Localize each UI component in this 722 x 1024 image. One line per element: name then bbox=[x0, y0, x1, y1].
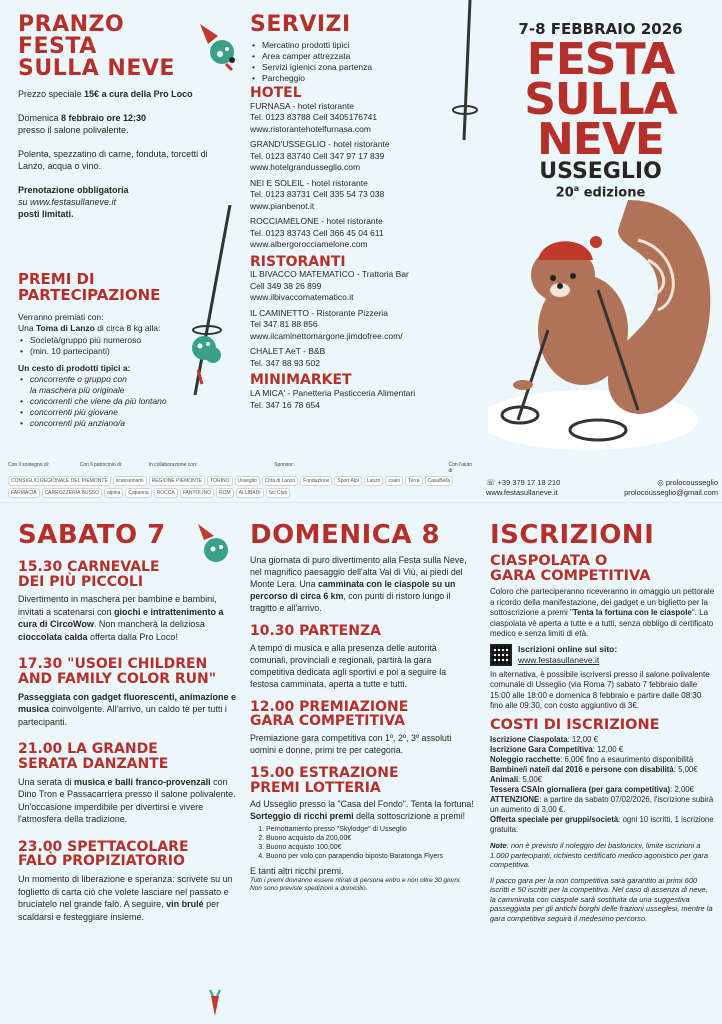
festa-title-line: SULLA bbox=[524, 74, 677, 125]
snowman-icon bbox=[186, 330, 222, 390]
premi-cesto: Un cesto di prodotti tipici a: bbox=[18, 362, 131, 373]
list-item: • concorrente o gruppo con bbox=[18, 374, 218, 385]
sabato-section bbox=[18, 522, 243, 923]
pranzo-title-line: PRANZO bbox=[18, 12, 125, 37]
iscrizioni-subtitle: CIASPOLATA O GARA COMPETITIVA bbox=[490, 553, 651, 585]
sponsor-logo: REGIONE PIEMONTE bbox=[149, 476, 206, 486]
sponsor-logos bbox=[8, 476, 478, 498]
sponsor-logo: CARROZZERIA BUSSO bbox=[42, 488, 102, 498]
event-title-line: PREMI LOTTERIA bbox=[250, 779, 381, 796]
event-title-line: FALÒ PROPIZIATORIO bbox=[18, 853, 185, 870]
hotel-entry bbox=[250, 178, 475, 213]
hotel-name: ROCCIAMELONE - hotel ristorante bbox=[250, 216, 383, 227]
lotteria-more: E tanti altri ricchi premi. bbox=[250, 866, 344, 877]
email-link[interactable]: prolocousseglio@gmail.com bbox=[624, 488, 718, 497]
ristorante-name: CHALET AeT - B&B bbox=[250, 346, 326, 357]
event-title-line: 17.30 "USOEI CHILDREN bbox=[18, 656, 208, 673]
minimarket-title: MINIMARKET bbox=[250, 372, 352, 389]
ristorante-name: IL CAMINETTO - Ristorante Pizzeria bbox=[250, 307, 388, 318]
list-item: • Servizi igienici zona partenza bbox=[250, 62, 475, 73]
hotel-website[interactable]: www.albergorocciamelone.com bbox=[250, 239, 368, 250]
ristorante-entry bbox=[250, 346, 475, 369]
sponsor-logo: Fondazione bbox=[300, 476, 332, 486]
ristorante-entry bbox=[250, 308, 475, 343]
domenica-title: DOMENICA 8 bbox=[250, 520, 441, 550]
lotteria-prizes bbox=[266, 825, 475, 861]
hotel-title: HOTEL bbox=[250, 85, 302, 101]
sponsor-logo: FARMACIA bbox=[8, 488, 40, 498]
iscrizioni-intro: Coloro che parteciperanno riceveranno in omaggio un pettorale a ricordo della manifestazione, dei gadget e un biglietto per la sottoscrizione a premi "Tenta la fortuna con le ciaspole". La ciaspolata vè aperta a tutte e a tutti, senza obbligo di certificato medico e senza limiti di età. bbox=[490, 587, 715, 639]
sponsor-logo: Capanna bbox=[125, 488, 151, 498]
ristorante-phone: Tel 347 81 88 856 bbox=[250, 319, 318, 330]
event-title bbox=[18, 657, 243, 686]
iscrizioni-title: ISCRIZIONI bbox=[490, 520, 655, 550]
sponsor-logo: CasaBella bbox=[425, 476, 454, 486]
festa-title-line: NEVE bbox=[537, 114, 664, 165]
hotel-name: GRAND'USSEGLIO - hotel ristorante bbox=[250, 139, 390, 150]
domenica-intro: Una giornata di puro divertimento alla Festa sulla Neve, nel magnifico paesaggio dell'alta Val di Viù, ai piedi del Monte Lera. Una camminata con le ciaspole su un percorso di circa 6 km, con punti di ristoro lungo il tragitto e all'arrivo. bbox=[250, 555, 467, 613]
ristorante-entry bbox=[250, 269, 475, 304]
festa-title-line: FESTA bbox=[526, 34, 675, 85]
event-title-line: SERATA DANZANTE bbox=[18, 755, 169, 772]
list-item: • Società/gruppo più numeroso bbox=[18, 335, 218, 346]
sponsor-logo: FANTOLINO bbox=[180, 488, 214, 498]
ristorante-website[interactable]: www.ilcaminettomargone.jimdofree.com/ bbox=[250, 330, 403, 341]
hotel-list bbox=[250, 101, 475, 251]
premi-title-line: PARTECIPAZIONE bbox=[18, 285, 161, 304]
hotel-name: NEI E SOLEIL - hotel ristorante bbox=[250, 177, 368, 188]
list-item: • concorrenti più anziano/a bbox=[18, 418, 218, 429]
pranzo-date: Domenica 8 febbraio ore 12:30 presso il salone polivalente. bbox=[18, 113, 147, 135]
ski-pole-icon bbox=[450, 0, 490, 150]
list-item: 4. Buono per volo con parapendio biposto Baratonga Flyers bbox=[266, 852, 475, 861]
hotel-entry bbox=[250, 139, 475, 174]
hotel-phone: Tel. 0123 83731 Cell 335 54 73 038 bbox=[250, 189, 385, 200]
list-item: 1. Pernottamento presso "Skylodge" di Usseglio bbox=[266, 825, 475, 834]
event-title-line: 15.00 ESTRAZIONE bbox=[250, 765, 399, 782]
sponsor-logo: csain bbox=[385, 476, 403, 486]
pranzo-title-line: FESTA bbox=[18, 34, 97, 59]
list-item: • concorrenti più giovane bbox=[18, 407, 218, 418]
hotel-phone: Tel. 0123 83743 Cell 366 45 04 611 bbox=[250, 227, 384, 238]
list-item: 3. Buono acquisto 100,00€ bbox=[266, 843, 475, 852]
sponsor-logo: ALLIBADI bbox=[236, 488, 264, 498]
pranzo-menu: Polenta, spezzatino di carne, fonduta, torcetti di Lanzo, acqua o vino. bbox=[18, 149, 208, 171]
sponsor-logo: ROCCA bbox=[154, 488, 178, 498]
servizi-title: SERVIZI bbox=[250, 12, 351, 37]
lotteria-note: Tutti i premi dovranno essere ritirati di persona entro e non oltre 30 giorni. Non sono previste spedizioni a domicilio. bbox=[250, 877, 462, 893]
website-link[interactable]: www.festasullaneve.it bbox=[486, 488, 558, 497]
event-description: Premiazione gara competitiva con 1º, 2º, 3º assoluti uomini e donne, primi tre per categoria. bbox=[250, 733, 452, 756]
hotel-website[interactable]: www.pianbenot.it bbox=[250, 200, 315, 211]
list-item: • (min. 10 partecipanti) bbox=[18, 346, 218, 357]
event-title-line: 21.00 LA GRANDE bbox=[18, 741, 158, 758]
hotel-phone: Tel. 0123 83788 Cell 3405176741 bbox=[250, 112, 378, 123]
carrot-icon bbox=[205, 988, 225, 1018]
costi-title: COSTI DI ISCRIZIONE bbox=[490, 716, 660, 733]
pranzo-booking: Prenotazione obbligatoria su www.festasullaneve.it posti limitati. bbox=[18, 185, 129, 219]
sponsor-labels: Con il sostegno di: Con il patrocinio di: In collaborazione con: Sponsor: Con l'aiuto di: bbox=[8, 462, 473, 474]
event-title bbox=[250, 624, 475, 639]
ristorante-phone: Tel. 347 88 93 502 bbox=[250, 357, 320, 368]
sponsor-logo: Città di Lanzo bbox=[262, 476, 299, 486]
list-item: • Parcheggio bbox=[250, 73, 475, 84]
iscrizioni-final: Il pacco gara per la non competitiva sarà garantito ai primi 600 iscritti e 50 iscritti per la competitiva. Nel caso di assenza di neve, la camminata con ciaspole sarà sostituita da una suggestiva passeggiata per gli antichi borghi delle frazioni usseglesi, mentre la gara competitiva seguirà il medesimo percorso. bbox=[490, 875, 713, 923]
sponsor-logo: Terra bbox=[405, 476, 422, 486]
event-title-line: 10.30 PARTENZA bbox=[250, 623, 381, 639]
sponsor-logo: Sci Club bbox=[266, 488, 291, 498]
pranzo-price: Prezzo speciale 15€ a cura della Pro Loco bbox=[18, 89, 193, 99]
event-description: Una serata di musica e balli franco-provenzali con Dino Tron e Passacarriera presso il salone polivalente. Un'occasione imperdibile per divertirsi e vivere l'atmosfera della tradizione. bbox=[18, 776, 236, 825]
event-description: Un momento di liberazione e speranza: scrivete su un foglietto di carta ciò che volete lasciare nel passato e bruciatelo nel grande falò. A seguire, vin brulé per scaldarsi e festeggiare insieme. bbox=[18, 874, 233, 922]
domenica-events bbox=[250, 624, 475, 822]
festa-dates: 7-8 FEBBRAIO 2026 bbox=[518, 20, 683, 38]
list-item: • Area camper attrezzata bbox=[250, 51, 475, 62]
sponsor-logo: Lanzo bbox=[364, 476, 384, 486]
list-item: 2. Buono acquisto da 200,00€ bbox=[266, 834, 475, 843]
event-description: Ad Usseglio presso la "Casa del Fondo". Tenta la fortuna! Sorteggio di ricchi premi della sottoscrizione a premi! bbox=[250, 799, 474, 822]
hotel-website[interactable]: www.ristorantehotelfurnasa.com bbox=[250, 123, 371, 134]
sponsor-logo: Usseglio bbox=[235, 476, 260, 486]
iscrizioni-note: Note: non è previsto il noleggio dei bastoncini, limite iscrizioni a 1.000 partecipanti, richiesto certificato medico agonistico per gara competitiva. bbox=[490, 841, 709, 870]
list-item: la maschera più originale bbox=[30, 384, 125, 395]
ristorante-website[interactable]: www.ilbivaccomatematico.it bbox=[250, 292, 354, 303]
sponsor-logo: alpina bbox=[104, 488, 123, 498]
instagram-contact[interactable]: ◎ prolocousseglio bbox=[657, 478, 718, 487]
sponsor-logo: Sport Alpi bbox=[334, 476, 361, 486]
event-title bbox=[250, 700, 475, 729]
premi-title bbox=[18, 272, 218, 304]
ristorante-phone: Cell 349 38 26 899 bbox=[250, 280, 322, 291]
list-item: • concorrenti che viene da più lontano bbox=[18, 396, 218, 407]
festa-place: USSEGLIO bbox=[539, 159, 662, 184]
pranzo-title-line: SULLA NEVE bbox=[18, 56, 175, 81]
ristorante-name: IL BIVACCO MATEMATICO - Trattoria Bar bbox=[250, 269, 409, 280]
snowman-icon bbox=[196, 520, 232, 566]
servizi-section bbox=[250, 14, 475, 411]
hotel-entry bbox=[250, 216, 475, 251]
list-item: • Mercatino prodotti tipici bbox=[250, 40, 475, 51]
festa-edition: 20$^a$ edizione bbox=[555, 184, 646, 201]
festa-title bbox=[488, 34, 713, 165]
sponsor-logo: scansionami bbox=[113, 476, 147, 486]
event-title-line: GARA COMPETITIVA bbox=[250, 713, 405, 730]
sponsor-logo: ROM bbox=[216, 488, 234, 498]
whatsapp-contact[interactable]: ☏ +39 379 17 18 210 bbox=[486, 478, 561, 487]
contacts bbox=[486, 478, 718, 498]
event-title bbox=[18, 840, 243, 869]
hotel-name: FURNASA - hotel ristorante bbox=[250, 100, 354, 111]
festa-header bbox=[488, 20, 713, 200]
online-signup: Iscrizioni online sul sito: www.festasullaneve.it bbox=[490, 644, 715, 666]
sabato-events bbox=[18, 560, 243, 923]
qr-code-icon[interactable] bbox=[490, 644, 512, 666]
minimarket-entry: LA MICA' - Panetteria Pasticceria Alimentari Tel. 347 16 78 654 bbox=[250, 388, 416, 410]
event-title-line: 15.30 CARNEVALE bbox=[18, 559, 160, 575]
divider bbox=[0, 502, 722, 503]
event-title-line: 23.00 SPETTACOLARE bbox=[18, 838, 189, 855]
signup-link[interactable]: www.festasullaneve.it bbox=[518, 654, 600, 665]
event-title-line: 12.00 PREMIAZIONE bbox=[250, 698, 409, 715]
iscrizioni-section bbox=[490, 522, 715, 923]
hotel-phone: Tel. 0123 83740 Cell 347 97 17 839 bbox=[250, 150, 385, 161]
event-title bbox=[250, 766, 475, 795]
ristoranti-title: RISTORANTI bbox=[250, 253, 346, 270]
sponsor-logo: TORINO bbox=[207, 476, 232, 486]
sponsor-strip bbox=[8, 462, 478, 498]
event-description: A tempo di musica e alla presenza delle autorità comunali, provinciali e regionali, partirà la gara competitiva dedicata agli sportivi e poi a seguire la festosa camminata, aperta a tutte e tutti. bbox=[250, 642, 447, 689]
event-title-line: DEI PIÙ PICCOLI bbox=[18, 573, 144, 590]
hotel-website[interactable]: www.hotelgrandusseglio.com bbox=[250, 162, 361, 173]
premi-intro: Verranno premiati con: Una Toma di Lanzo di circa 8 kg alla: bbox=[18, 311, 161, 333]
ristoranti-list bbox=[250, 269, 475, 369]
sponsor-logo: CONSIGLIO REGIONALE DEL PIEMONTE bbox=[8, 476, 111, 486]
costi-list: Iscrizione Ciaspolata: 12,00 € Iscrizione Gara Competitiva: 12,00 € Noleggio racchette: 6,00€ fino a esaurimento disponibilità Bambine/i nate/i dal 2016 e persone con disabilità: 5,00€ Animali: 5,00€ Tessera CSAIn giornaliera (per gara competitiva): 2,00€ ATTENZIONE: a partire da sabato 07/02/2026, l'iscrizione subirà un aumento di 3,00 €. Offerta speciale per gruppi/società: ogni 10 iscritti, 1 iscrizione gratuita. bbox=[490, 735, 714, 835]
event-title-line: AND FAMILY COLOR RUN" bbox=[18, 671, 217, 688]
squirrel-illustration bbox=[488, 180, 722, 450]
sabato-title: SABATO 7 bbox=[18, 520, 166, 550]
event-description: Divertimento in maschera per bambine e bambini, invitati a scatenarsi con giochi e intrattenimento a cura di CircoWow. Non mancherà la deliziosa cioccolata calda offerta dalla Pro Loco! bbox=[18, 594, 224, 642]
iscrizioni-alternative: In alternativa, è possibile iscriversi presso il salone polivalente comunale di Usseglio (via Roma 7) sabato 7 febbraio dalle 15:00 alle 18:00 e domenica 8 febbraio e partire dalle 08:30 fino alle 09:30, con costo aggiuntivo di 3€. bbox=[490, 669, 710, 711]
hotel-entry bbox=[250, 101, 475, 136]
event-title bbox=[18, 742, 243, 771]
snowman-icon bbox=[196, 16, 240, 72]
domenica-section bbox=[250, 522, 475, 893]
premi-title-line: PREMI DI bbox=[18, 270, 95, 288]
servizi-list bbox=[250, 40, 475, 84]
event-description: Passeggiata con gadget fluorescenti, animazione e musica coinvolgente. All'arrivo, un caldo tè per tutti i partecipanti. bbox=[18, 691, 237, 727]
